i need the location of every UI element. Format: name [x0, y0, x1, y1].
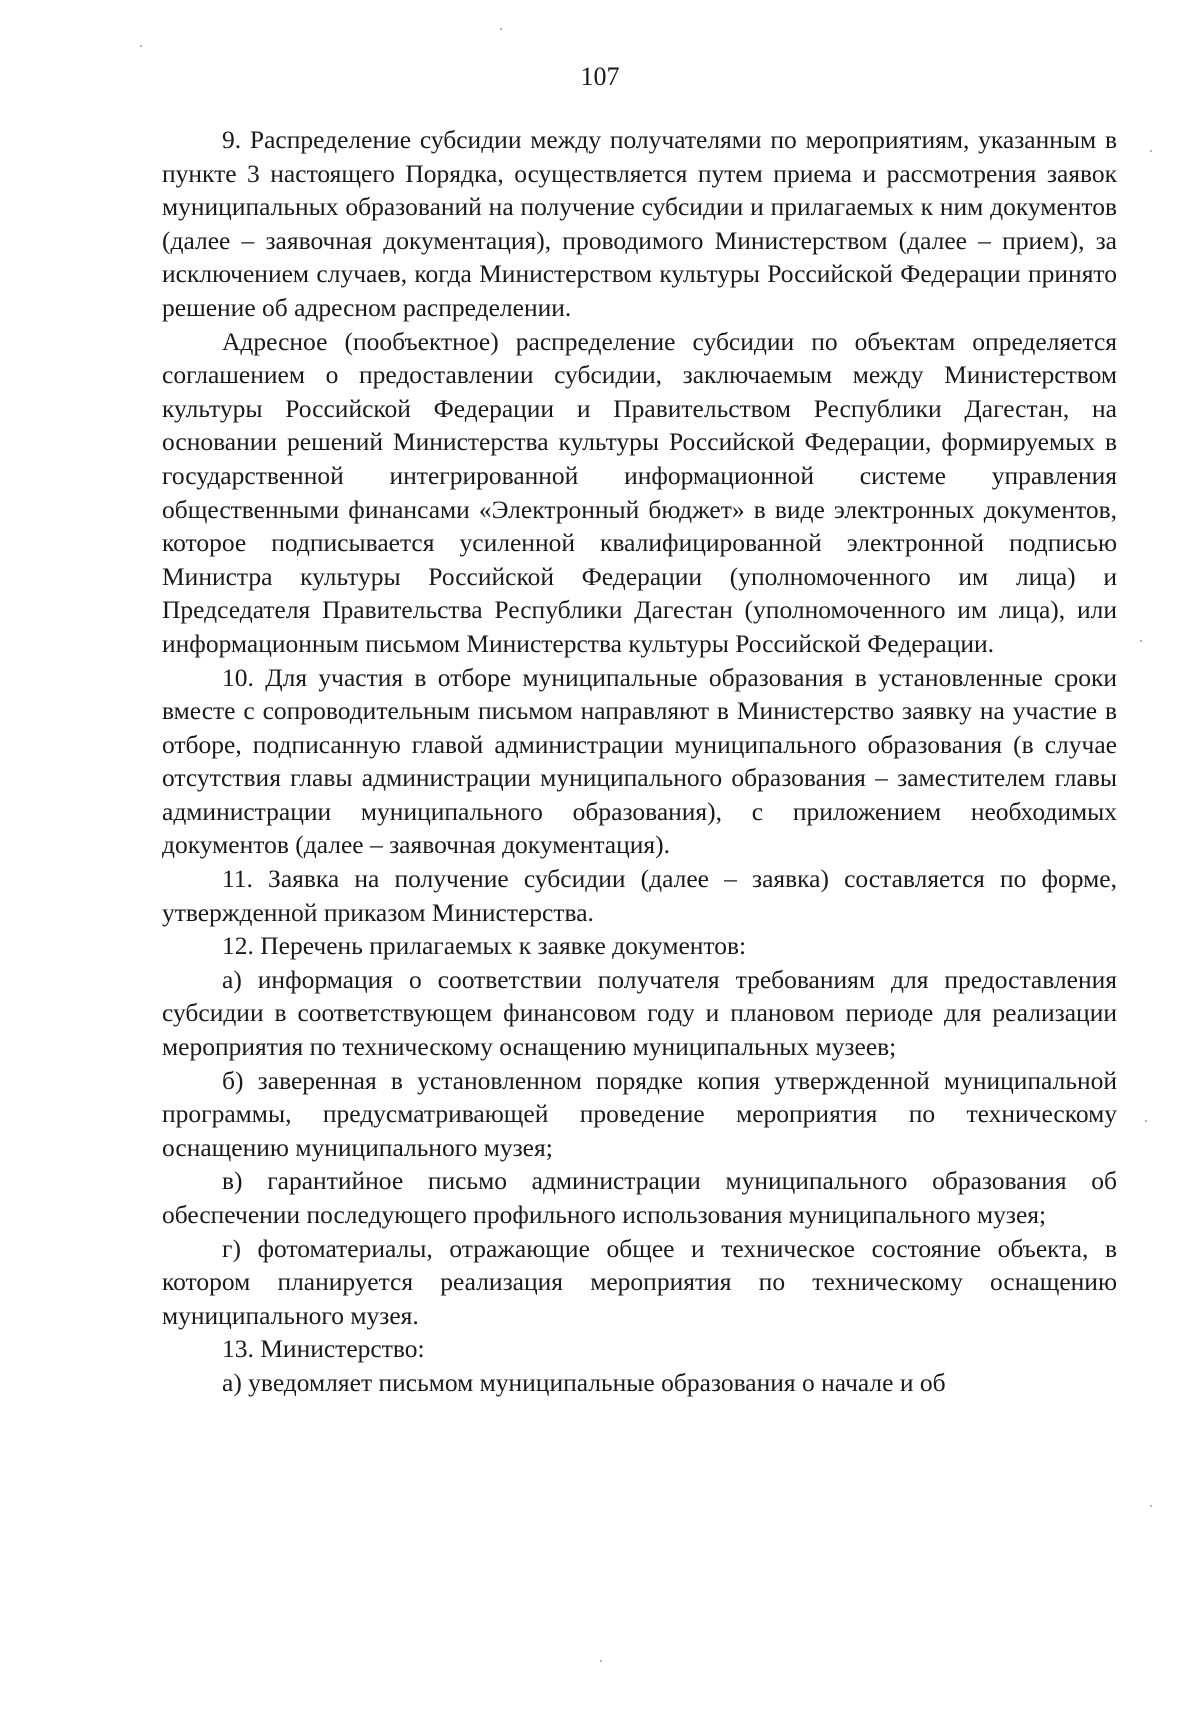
- document-body: [162, 123, 1117, 1400]
- paragraph-11: 11. Заявка на получение субсидии (далее – заявка) составляется по форме, утвержденной приказом Министерства.: [162, 864, 1117, 927]
- paragraph-13-item-a: а) уведомляет письмом муниципальные образования о начале и об: [222, 1367, 946, 1397]
- scan-speck: [140, 45, 142, 47]
- paragraph-9: 9. Распределение субсидии между получателями по мероприятиям, указанным в пункте 3 настоящего Порядка, осуществляется путем приема и рассмотрения заявок муниципальных образований на получение субсидии и прилагаемых к ним документов (далее – заявочная документация), проводимого Министерством (далее – прием), за исключением случаев, когда Министерством культуры Российской Федерации принято решение об адресном распределении.: [162, 125, 1117, 322]
- paragraph-10: 10. Для участия в отборе муниципальные образования в установленные сроки вместе с сопроводительным письмом направляют в Министерство заявку на участие в отборе, подписанную главой администрации муниципального образования (в случае отсутствия главы администрации муниципального образования – заместителем главы администрации муниципального образования), с приложением необходимых документов (далее – заявочная документация).: [162, 662, 1117, 860]
- scan-speck: [1145, 1120, 1147, 1122]
- scan-speck: [500, 28, 502, 30]
- paragraph-address-distribution: Адресное (пообъектное) распределение субсидии по объектам определяется соглашением о предоставлении субсидии, заключаемым между Министерством культуры Российской Федерации и Правительством Республики Дагестан, на основании решений Министерства культуры Российской Федерации, формируемых в государственной интегрированной информационной системе управления общественными финансами «Электронный бюджет» в виде электронных документов, которое подписывается усиленной квалифицированной электронной подписью Министра культуры Российской Федерации (уполномоченного им лица) и Председателя Правительства Республики Дагестан (уполномоченного им лица), или информационным письмом Министерства культуры Российской Федерации.: [162, 326, 1117, 658]
- list-item-v: в) гарантийное письмо администрации муниципального образования об обеспечении последующего профильного использования муниципального музея;: [162, 1166, 1117, 1229]
- list-item-b: б) заверенная в установленном порядке копия утвержденной муниципальной программы, предусматривающей проведение мероприятия по техническому оснащению муниципального музея;: [162, 1065, 1117, 1162]
- paragraph-13: 13. Министерство:: [222, 1334, 425, 1364]
- list-item-g: г) фотоматериалы, отражающие общее и техническое состояние объекта, в котором планируется реализация мероприятия по техническому оснащению муниципального музея.: [162, 1233, 1117, 1330]
- paragraph-12: 12. Перечень прилагаемых к заявке документов:: [222, 931, 747, 961]
- list-item-a: а) информация о соответствии получателя требованиям для предоставления субсидии в соответствующем финансовом году и плановом периоде для реализации мероприятия по техническому оснащению муниципальных музеев;: [162, 964, 1117, 1062]
- scan-speck: [1150, 1505, 1152, 1507]
- page-number: 107: [580, 62, 620, 91]
- scan-speck: [1150, 150, 1152, 152]
- scan-speck: [1140, 640, 1142, 642]
- scan-speck: [600, 1660, 602, 1662]
